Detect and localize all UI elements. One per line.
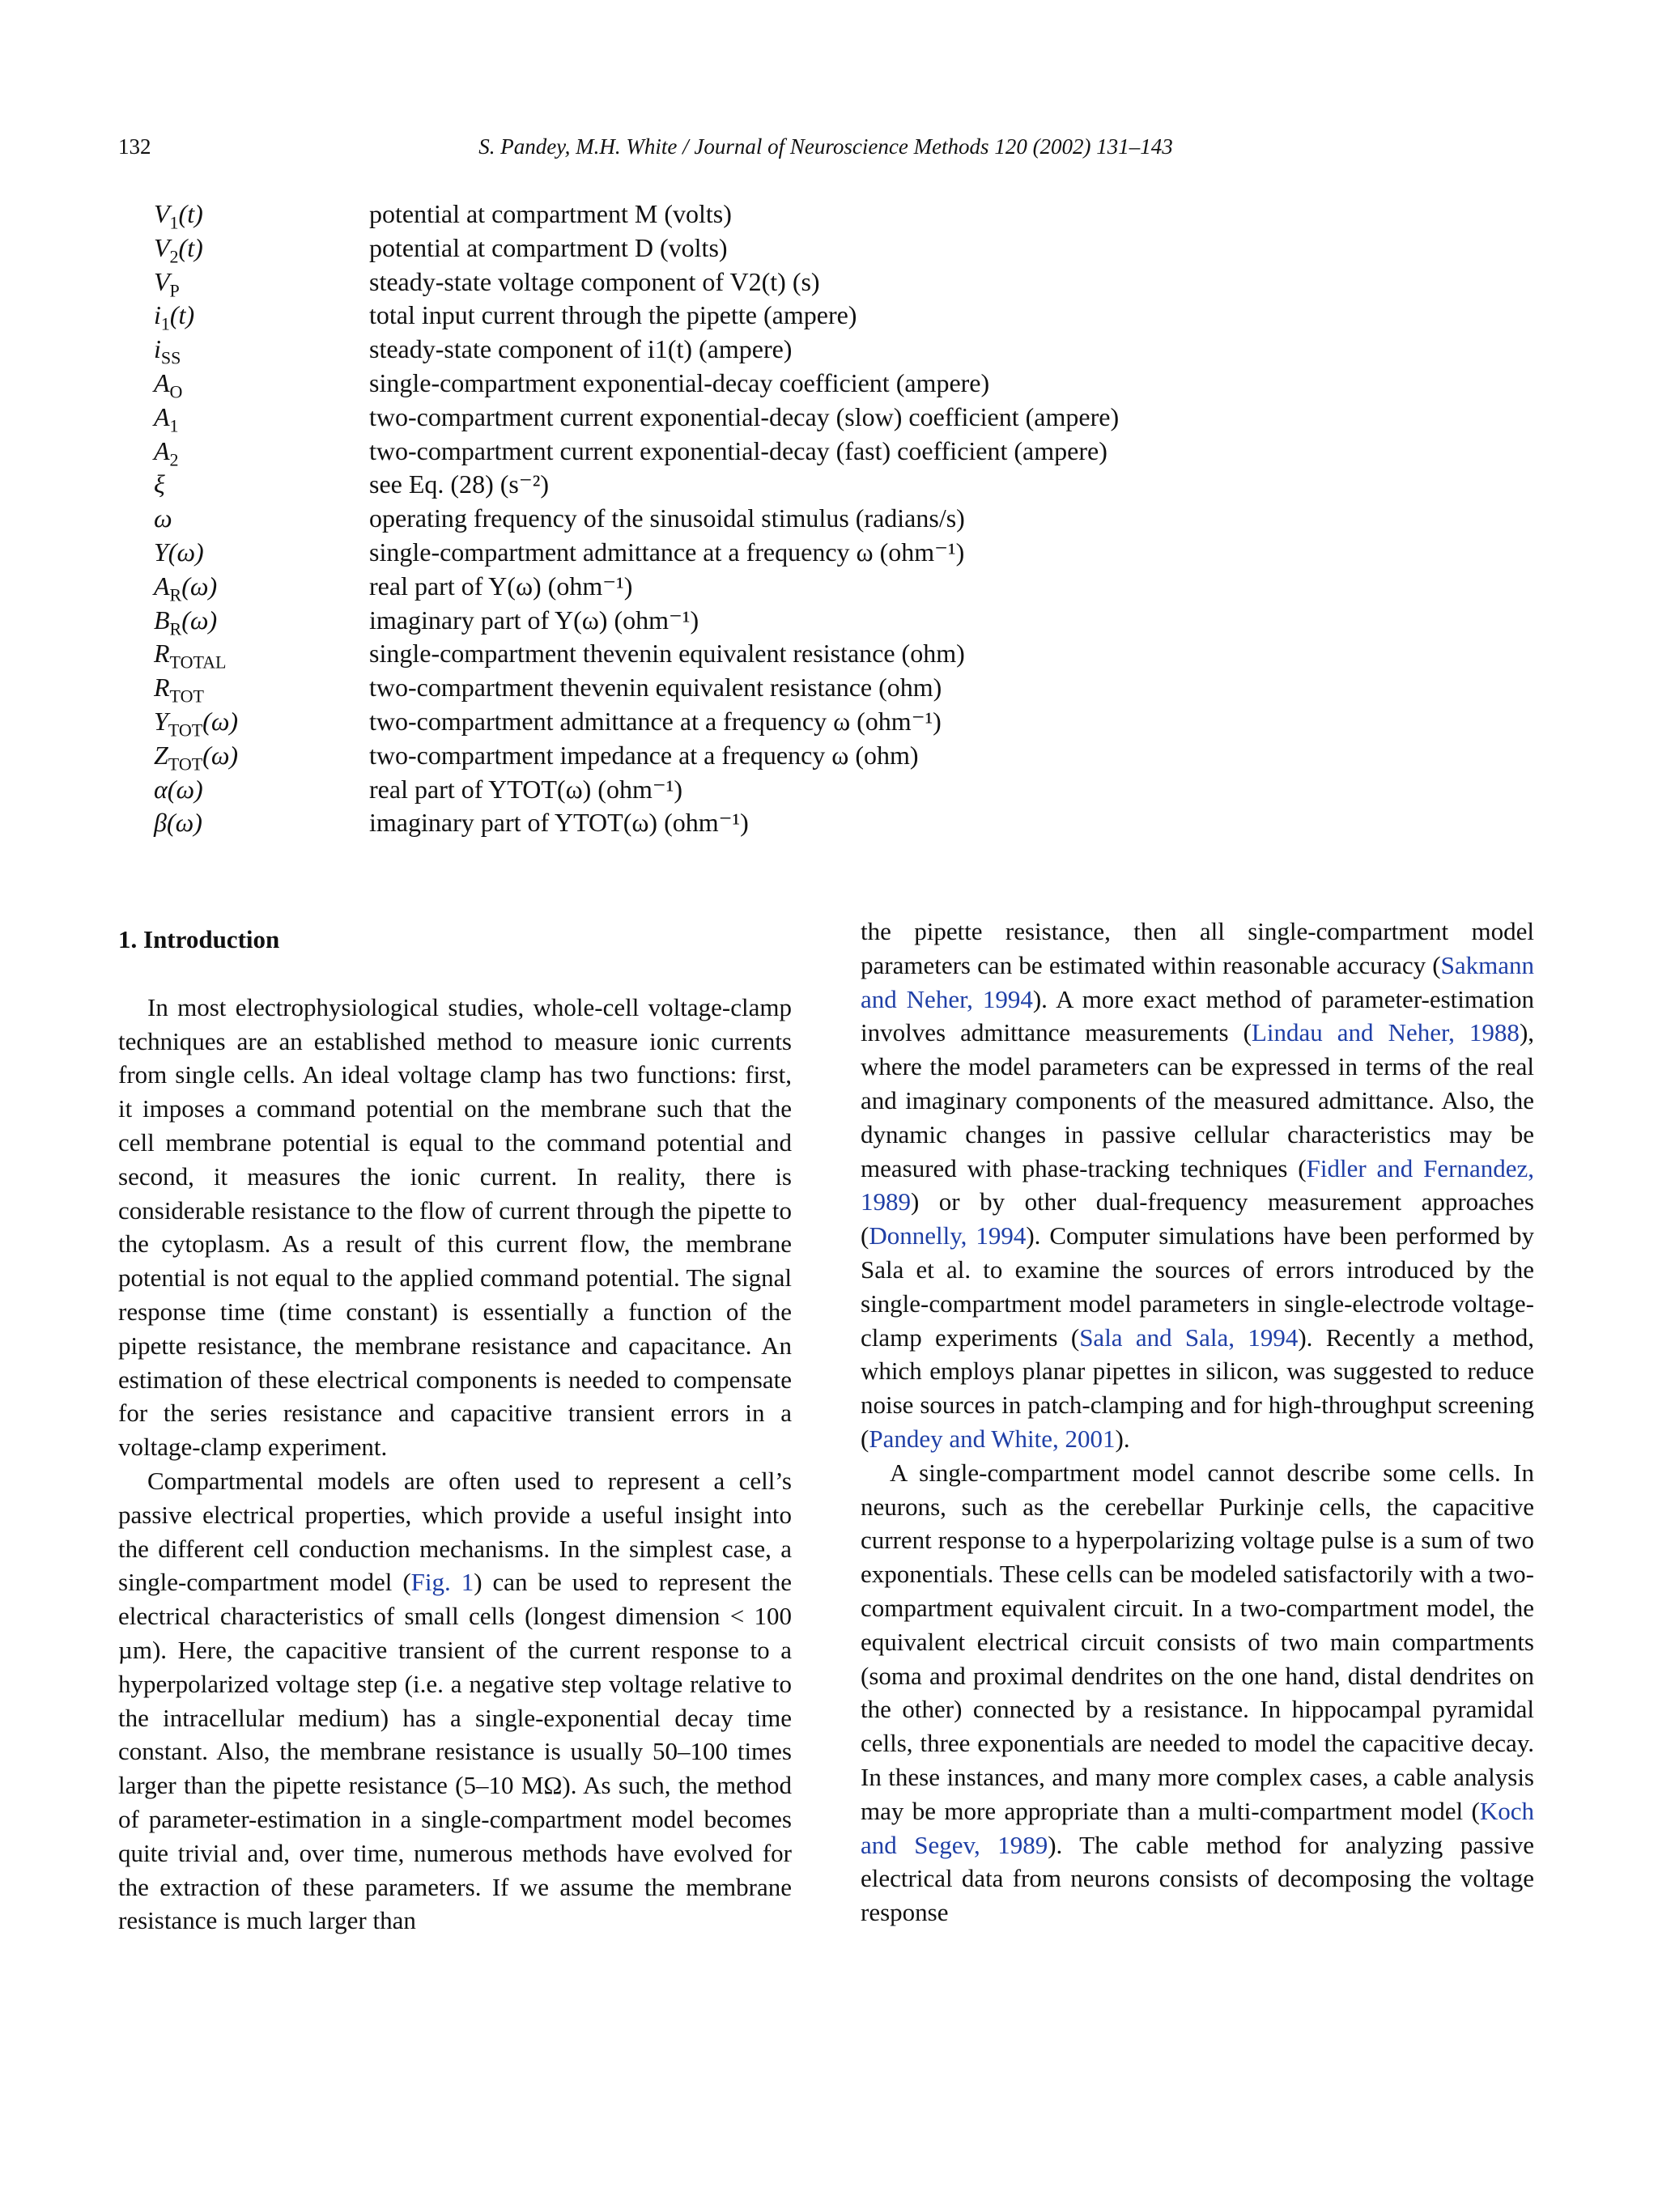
citation-link[interactable]: Fig. 1 bbox=[410, 1568, 474, 1597]
symbol-description: two-compartment current exponential-decay (slow) coefficient (ampere) bbox=[369, 401, 1120, 431]
paragraph: Compartmental models are often used to represent a cell’s passive electrical properties, which provide a useful insight into the different cell conduction mechanisms. In the simplest case, a single-compartment model (Fig. 1) can be used to represent the electrical characteristics of small cells (longest dimension < 100 µm). Here, the capacitive transient of the current response to a hyperpolarized voltage step (i.e. a negative step voltage relative to the intracellular medium) has a single-exponential decay time constant. Also, the membrane resistance is usually 50–100 times larger than the pipette resistance (5–10 MΩ). As such, the method of parameter-estimation in a single-compartment model becomes quite trivial and, over time, numerous methods have evolved for the extraction of these parameters. If we assume the membrane resistance is much larger than bbox=[118, 1466, 793, 1935]
page-number: 132 bbox=[118, 134, 151, 159]
symbol: $i_{SS}$ bbox=[154, 334, 181, 368]
symbol: $V_1(t)$ bbox=[154, 199, 203, 233]
nomenclature-row bbox=[154, 637, 1530, 671]
nomenclature-row bbox=[154, 367, 1530, 401]
nomenclature-row bbox=[154, 435, 1530, 469]
symbol-description: potential at compartment D (volts) bbox=[369, 232, 728, 262]
symbol: $R_{TOTAL}$ bbox=[154, 639, 227, 673]
nomenclature-row bbox=[154, 773, 1530, 807]
symbol: $A_R(\omega)$ bbox=[154, 571, 218, 605]
nomenclature-row bbox=[154, 739, 1530, 773]
nomenclature-row bbox=[154, 806, 1530, 840]
symbol-description: steady-state component of i1(t) (ampere) bbox=[369, 334, 793, 364]
paragraph: the pipette resistance, then all single-compartment model parameters can be estimated within reasonable accuracy (Sakmann and Neher, 1994). A more exact method of parameter-estimation involves admittance measurements (Lindau and Neher, 1988), where the model parameters can be expressed in terms of the real and imaginary components of the measured admittance. Also, the dynamic changes in passive cellular characteristics may be measured with phase-tracking techniques (Fidler and Fernandez, 1989) or by other dual-frequency measurement approaches (Donnelly, 1994). Computer simulations have been performed by Sala et al. to examine the sources of errors introduced by the single-compartment model parameters in single-electrode voltage-clamp experiments (Sala and Sala, 1994). Recently a method, which employs planar pipettes in silicon, was suggested to reduce noise sources in patch-clamping and for high-throughput screening (Pandey and White, 2001). bbox=[861, 917, 1535, 1453]
symbol-description: total input current through the pipette (ampere) bbox=[369, 300, 857, 330]
symbol-description: steady-state voltage component of V2(t) (s) bbox=[369, 266, 820, 296]
nomenclature-row bbox=[154, 231, 1530, 265]
paragraph: A single-compartment model cannot describe some cells. In neurons, such as the cerebellar Purkinje cells, the capacitive current response to a hyperpolarizing voltage pulse is a sum of two exponentials. These cells can be modeled satisfactorily with a two-compartment equivalent circuit. In a two-compartment model, the equivalent electrical circuit consists of two main compartments (soma and proximal dendrites on the one hand, distal dendrites on the other) connected by a resistance. In hippocampal pyramidal cells, three exponentials are needed to model the capacitive decay. In these instances, and many more complex cases, a cable analysis may be more appropriate than a multi-compartment model (Koch and Segev, 1989). The cable method for analyzing passive electrical data from neurons consists of decomposing the voltage response bbox=[861, 1458, 1534, 1927]
running-head: S. Pandey, M.H. White / Journal of Neuroscience Methods 120 (2002) 131–143 bbox=[478, 134, 1173, 159]
symbol: $R_{TOT}$ bbox=[154, 673, 204, 707]
symbol-description: real part of YTOT(ω) (ohm⁻¹) bbox=[369, 774, 682, 804]
nomenclature-row bbox=[154, 197, 1530, 231]
symbol-description: two-compartment current exponential-decay (fast) coefficient (ampere) bbox=[369, 435, 1107, 465]
left-column bbox=[118, 923, 792, 1938]
symbol: ω bbox=[154, 503, 172, 533]
symbol-description: single-compartment admittance at a frequency ω (ohm⁻¹) bbox=[369, 537, 965, 567]
nomenclature-list bbox=[154, 197, 1530, 840]
symbol: $B_R(\omega)$ bbox=[154, 605, 218, 639]
citation-link[interactable]: Fidler and Fernandez, 1989 bbox=[861, 1153, 1534, 1216]
nomenclature-row bbox=[154, 604, 1530, 638]
nomenclature-row bbox=[154, 299, 1530, 333]
symbol: ξ bbox=[154, 469, 165, 499]
symbol-description: imaginary part of YTOT(ω) (ohm⁻¹) bbox=[369, 808, 749, 838]
citation-link[interactable]: Sakmann and Neher, 1994 bbox=[861, 950, 1534, 1013]
symbol-description: potential at compartment M (volts) bbox=[369, 199, 732, 228]
nomenclature-row bbox=[154, 502, 1530, 536]
symbol: $Z_{TOT}(\omega)$ bbox=[154, 740, 239, 775]
symbol: Y(ω) bbox=[154, 537, 204, 567]
nomenclature-row bbox=[154, 401, 1530, 435]
symbol-description: single-compartment thevenin equivalent resistance (ohm) bbox=[369, 639, 965, 669]
symbol-description: real part of Y(ω) (ohm⁻¹) bbox=[369, 571, 633, 601]
nomenclature-row bbox=[154, 468, 1530, 502]
symbol: $Y_{TOT}(\omega)$ bbox=[154, 706, 239, 741]
nomenclature-row bbox=[154, 536, 1530, 570]
citation-link[interactable]: Lindau and Neher, 1988 bbox=[1251, 1018, 1520, 1047]
symbol: α(ω) bbox=[154, 774, 203, 804]
symbol: $A_2$ bbox=[154, 435, 179, 469]
symbol: $V_P$ bbox=[154, 266, 180, 300]
citation-link[interactable]: Sala and Sala, 1994 bbox=[1079, 1323, 1299, 1352]
page-header bbox=[118, 134, 1533, 170]
symbol: $A_O$ bbox=[154, 367, 183, 402]
symbol-description: two-compartment admittance at a frequency ω (ohm⁻¹) bbox=[369, 706, 942, 736]
symbol-description: imaginary part of Y(ω) (ohm⁻¹) bbox=[369, 605, 699, 635]
symbol: $i_1(t)$ bbox=[154, 300, 195, 334]
citation-link[interactable]: Pandey and White, 2001 bbox=[869, 1424, 1116, 1453]
nomenclature-row bbox=[154, 333, 1530, 367]
section-heading: 1. Introduction bbox=[118, 925, 280, 953]
symbol-description: two-compartment thevenin equivalent resistance (ohm) bbox=[369, 673, 942, 703]
nomenclature-row bbox=[154, 265, 1530, 299]
nomenclature-row bbox=[154, 705, 1530, 739]
paragraph: In most electrophysiological studies, whole-cell voltage-clamp techniques are an established method to measure ionic currents from single cells. An ideal voltage clamp has two functions: first, it imposes a command potential on the membrane such that the cell membrane potential is equal to the command potential and second, it measures the ionic current. In reality, there is considerable resistance to the flow of current through the pipette to the cytoplasm. As a result of this current flow, the membrane potential is not equal to the applied command potential. The signal response time (time constant) is essentially a function of the pipette resistance, the membrane resistance and capacitance. An estimation of these electrical components is needed to compensate for the series resistance and capacitive transient errors in a voltage-clamp experiment. bbox=[118, 992, 792, 1462]
nomenclature-row bbox=[154, 671, 1530, 705]
nomenclature-row bbox=[154, 570, 1530, 604]
symbol-description: single-compartment exponential-decay coefficient (ampere) bbox=[369, 367, 990, 397]
symbol-description: two-compartment impedance at a frequency ω (ohm) bbox=[369, 740, 919, 770]
symbol-description: operating frequency of the sinusoidal stimulus (radians/s) bbox=[369, 503, 965, 533]
symbol: β(ω) bbox=[154, 808, 202, 838]
symbol: $V_2(t)$ bbox=[154, 232, 203, 267]
symbol: $A_1$ bbox=[154, 401, 179, 436]
citation-link[interactable]: Koch and Segev, 1989 bbox=[861, 1796, 1534, 1859]
citation-link[interactable]: Donnelly, 1994 bbox=[869, 1221, 1027, 1250]
right-column bbox=[861, 915, 1534, 1930]
symbol-description: see Eq. (28) (s⁻²) bbox=[369, 469, 549, 499]
